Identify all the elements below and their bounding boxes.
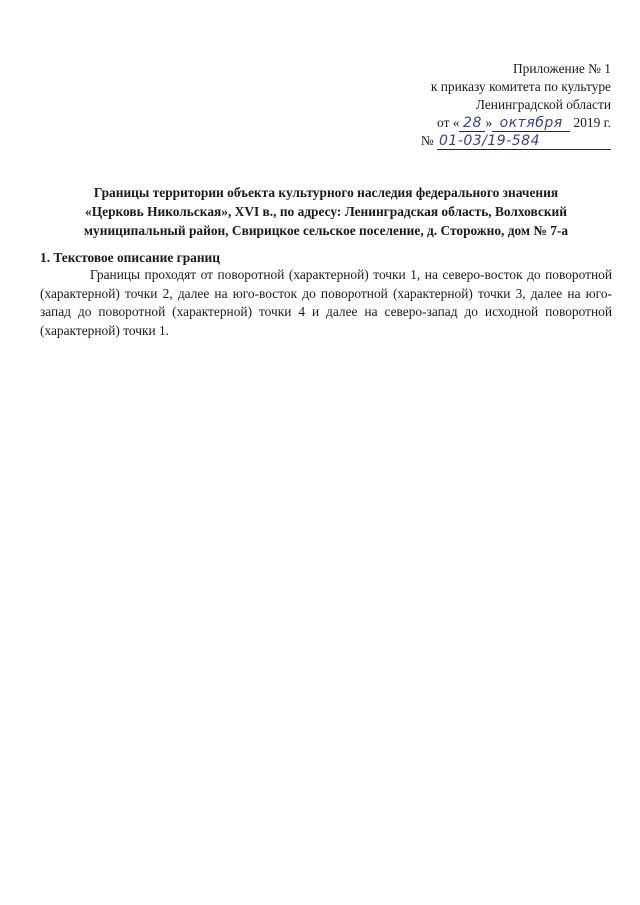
appendix-region: Ленинградской области (475, 97, 611, 112)
appendix-title: Приложение № 1 (512, 61, 611, 76)
appendix-number-line (311, 132, 611, 150)
number-prefix: № (420, 133, 434, 148)
date-year: 2019 г. (573, 115, 611, 130)
date-prefix: от « (437, 115, 460, 130)
document-title (40, 183, 612, 240)
section-heading: 1. Текстовое описание границ (40, 250, 220, 265)
date-month-handwritten: октября (492, 115, 570, 132)
title-line-3: муниципальный район, Свирицкое сельское поселение, д. Сторожно, дом № 7-а (83, 223, 569, 238)
appendix-order-reference: к приказу комитета по культуре (430, 79, 611, 94)
appendix-date-line (311, 114, 611, 132)
section-body-paragraph: Границы проходят от поворотной (характерной) точки 1, на северо-восток до поворотной (характерной) точки 2, далее на юго-восток до поворотной (характерной) точки 3, далее на юго-запад до поворотной (характерной) точки 4 и далее на северо-запад до исходной поворотной (характерной) точки 1. (40, 267, 612, 338)
date-mid: » (485, 115, 493, 130)
order-number-handwritten: 01-03/19-584 (437, 133, 611, 150)
title-line-2: «Церковь Никольская», XVI в., по адресу: Ленинградская область, Волховский (85, 204, 567, 219)
date-day-handwritten: 28 (459, 115, 485, 132)
appendix-block (311, 60, 611, 150)
title-line-1: Границы территории объекта культурного наследия федерального значения (93, 185, 559, 200)
